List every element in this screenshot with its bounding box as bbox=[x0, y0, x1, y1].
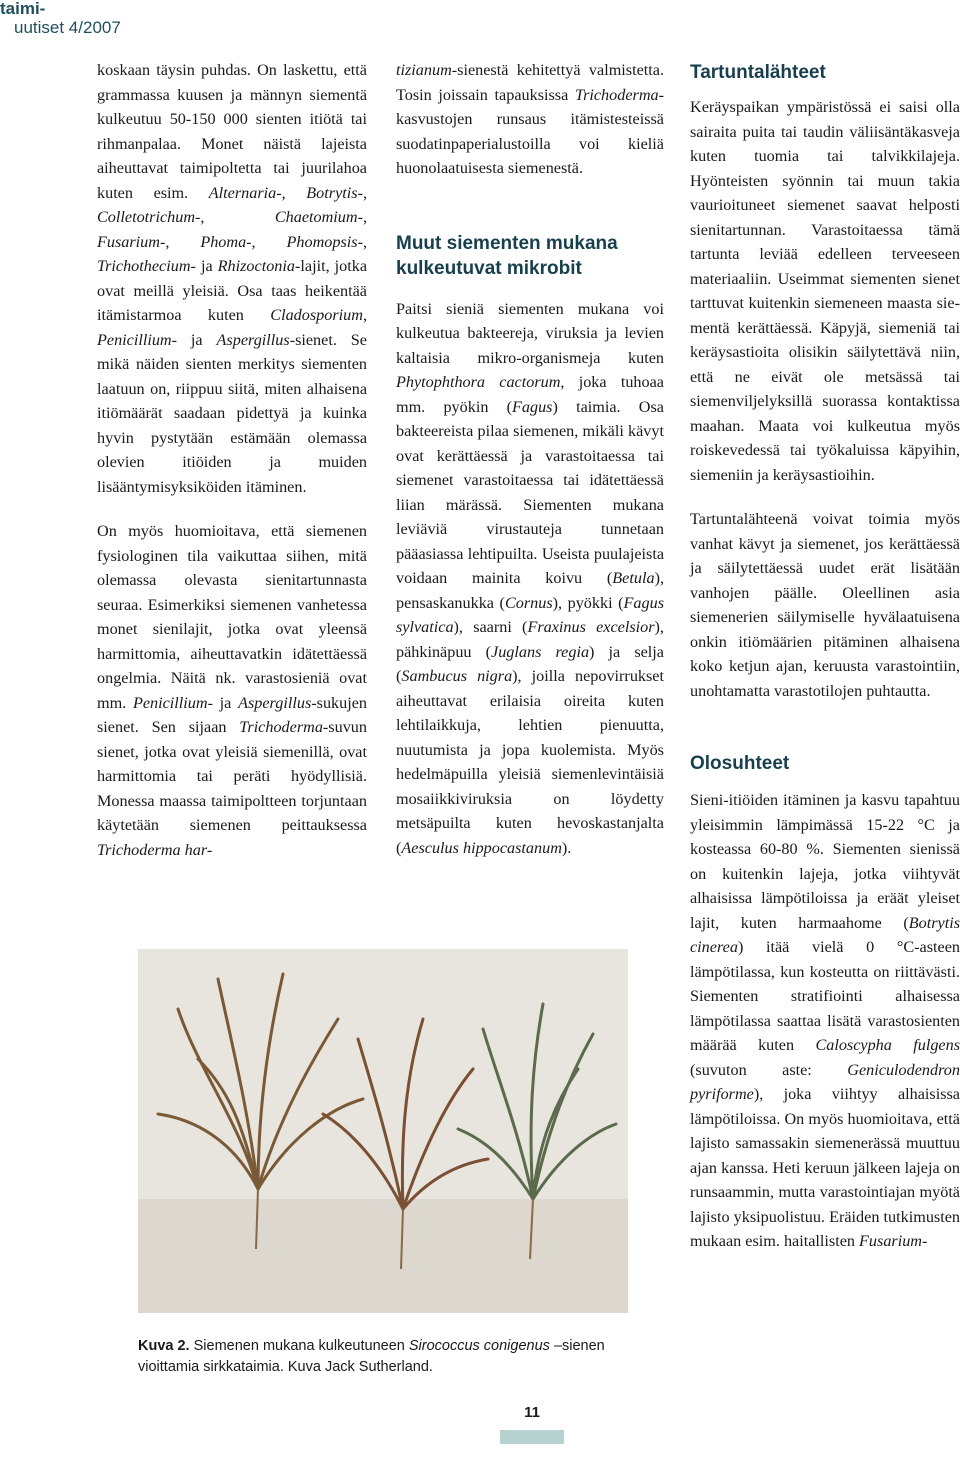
paragraph bbox=[690, 95, 960, 487]
text-run: -, bbox=[357, 183, 367, 202]
text-run: ), saarni ( bbox=[453, 618, 528, 636]
text-run: - ja bbox=[190, 257, 218, 275]
italic-term: Cladosporium bbox=[270, 306, 363, 324]
page-number: 11 bbox=[524, 1404, 540, 1421]
italic-term: Botrytis bbox=[306, 183, 358, 202]
text-run: ), joilla nepovirrukset aiheuttavat erilaisia oireita kuten lehtilaikkuja, lehtien pienuutta, nuutumista ja jopa kuolemista. Myös hedelmäpuilla yleisiä siemenlevintäisiä mosaiikkiviruksia on löydetty metsäpuilta kuten hevoskastanjalta ( bbox=[396, 667, 664, 857]
italic-term: Fagus bbox=[512, 397, 553, 416]
italic-term: Penicillium bbox=[97, 330, 172, 349]
text-run: -, bbox=[357, 208, 367, 226]
italic-term: Trichoderma bbox=[574, 85, 659, 104]
page-number-bar bbox=[500, 1430, 564, 1444]
italic-term: Caloscypha fulgens bbox=[815, 1036, 960, 1054]
text-run: , bbox=[362, 306, 367, 324]
text-run: - ja bbox=[207, 693, 239, 712]
italic-term: Betula bbox=[612, 569, 655, 587]
column-1 bbox=[97, 58, 367, 862]
italic-term: Sambucus nigra bbox=[401, 667, 513, 685]
caption-credit: –sienen vioittamia sirkkataimia. Kuva Jack Sutherland. bbox=[138, 1338, 605, 1375]
caption-label: Kuva 2. bbox=[138, 1338, 190, 1354]
italic-term: Penicillium bbox=[132, 693, 208, 712]
caption-species: Sirococcus conigenus bbox=[408, 1338, 550, 1354]
italic-term: Alternaria bbox=[208, 183, 277, 202]
text-run: , joka tuhoaa mm. pyökin ( bbox=[396, 373, 664, 416]
text-run: ), pensaskanukka ( bbox=[396, 569, 664, 612]
text-run: ), pyökki ( bbox=[552, 593, 624, 612]
italic-term: Geniculodendron pyriforme bbox=[690, 1060, 960, 1103]
text-run: On myös huomioitava, että siemenen fysiologinen tila vaikuttaa siihen, mitä olemassa olevasta sienitartunnasta seuraa. Esimerkiksi siemenen vanhetessa monet sienilajit, jotka ovat yleensä harmittomia, aiheuttavatkin idätettäessä ongelmia. Näitä nk. varastosieniä ovat mm. bbox=[97, 522, 367, 712]
text-run: Tartuntalähteenä voivat toimia myös vanhat kävyt ja siemenet, jos kerättäessä ja säilytettäessä uudet erät lisätään vanhojen päälle. Oleellinen asia siemenerien säilymiselle hyvälaatuisena onkin itiömäärien pitäminen alhaisena koko ketjun ajan, keruusta varastointiin, unohtamatta varastotilojen puhtautta. bbox=[690, 510, 960, 700]
text-run: (suvuton aste: bbox=[690, 1060, 848, 1079]
italic-term: Phomopsis bbox=[286, 232, 358, 251]
paragraph bbox=[690, 788, 960, 1254]
text-run: -, bbox=[276, 183, 307, 202]
caption-text: Siemenen mukana kulkeutuneen bbox=[189, 1338, 409, 1354]
text-run: -sukujen sienet. Sen sijaan bbox=[97, 693, 367, 736]
seedling-illustration bbox=[138, 949, 628, 1313]
italic-term: Juglans regia bbox=[491, 642, 590, 661]
section-heading-conditions: Olosuhteet bbox=[690, 753, 790, 774]
italic-term: Botrytis cinerea bbox=[690, 913, 960, 956]
seedling-photo bbox=[138, 949, 628, 1313]
text-run: ) ja selja ( bbox=[396, 642, 664, 685]
masthead bbox=[0, 0, 121, 36]
paragraph bbox=[396, 58, 664, 181]
italic-term: Aspergillus bbox=[238, 693, 312, 712]
italic-term: Aesculus hippocastanum bbox=[401, 838, 562, 857]
text-run: -, bbox=[357, 232, 368, 251]
italic-term: Aspergillus bbox=[216, 330, 290, 349]
italic-term: Rhizoctonia bbox=[217, 257, 295, 275]
magazine-brand: taimi- bbox=[0, 0, 46, 18]
section-heading-sources: Tartuntalähteet bbox=[690, 62, 826, 83]
text-run: -lajit, jotka ovat meillä yleisiä. Osa taas heikentää itämistarmoa kuten bbox=[97, 257, 367, 324]
text-run: ), pähkinäpuu ( bbox=[396, 618, 664, 661]
italic-term: Trichoderma har- bbox=[97, 840, 213, 859]
text-run: -kasvustojen runsaus itämistesteissä suodatinpaperialustoilla voi kieliä huonolaatuisesta siemenestä. bbox=[396, 85, 664, 177]
text-run: ), joka viihtyy alhaisissa lämpötiloissa. On myös huomioitava, että lajisto samassakin siemenerässä muuttuu ajan kanssa. Heti keruun jälkeen lajeja on runsaammin, mutta varastointiajan myötä lajisto yksipuolistuu. Eräiden tutkimusten mukaan esim. haitallisten bbox=[690, 1085, 960, 1250]
paragraph bbox=[97, 58, 367, 499]
paragraph bbox=[97, 519, 367, 862]
italic-term: Colletotrichum bbox=[97, 208, 196, 226]
text-run: ) itää vielä 0 °C-asteen lämpötilassa, kun kosteutta on riittävästi. Siementen stratifiointi alhaisessa lämpötilassa saattaa lisätä varastosienten määrää kuten bbox=[690, 938, 960, 1054]
text-run: - ja bbox=[171, 330, 217, 349]
italic-term: Fusarium- bbox=[859, 1232, 928, 1250]
paragraph bbox=[690, 507, 960, 703]
figure-caption bbox=[138, 1336, 638, 1378]
text-run: -, bbox=[195, 208, 275, 226]
paragraph bbox=[396, 297, 664, 861]
magazine-issue: uutiset 4/2007 bbox=[14, 18, 121, 37]
text-run: ) taimia. Osa bakteereista pilaa siemenen, mikäli kävyt ovat kerättäessä ja varastoitaessa tai siemenet varastoitaessa tai idätettäessä liian märässä. Siementen mukana leviäviä virustauteja tunnetaan pääasiassa lehtipuilta. Useista puulajeista voidaan mainita koivu ( bbox=[396, 397, 664, 587]
text-run: Paitsi sieniä siementen mukana voi kulkeutua bakteereja, viruksia ja levien kaltaisia mikro-organismeja kuten bbox=[396, 299, 664, 367]
text-run: -sienet. Se mikä näiden sienten merkitys siementen laatuun on, riippuu siitä, miten alhaisena itiömäärät saadaan pidettyä ja kuinka hyvin pystytään estämään olemassa olevien itiöiden ja muiden lisääntymisyksiköiden itäminen. bbox=[97, 330, 367, 496]
text-run: ). bbox=[561, 838, 572, 857]
section-heading-microbes: Muut siementen mukana kulkeutuvat mikrobit bbox=[396, 232, 618, 279]
text-run: koskaan täysin puhdas. On laskettu, että grammassa kuusen ja männyn siementä kulkeutuu 50-150 000 sienten itiötä tai rihmanpalaa. Monet näistä lajeista aiheuttavat taimipoltetta tai juurilahoa kuten esim. bbox=[97, 61, 367, 202]
italic-term: Phytophthora cactorum bbox=[396, 373, 561, 391]
italic-term: Fusarium bbox=[97, 232, 160, 251]
text-run: -, bbox=[159, 232, 201, 251]
text-run: Keräyspaikan ympäristössä ei saisi olla sairaita puita tai taudin väliisäntäkasveja kuten tuomia tai talvikkilajeja. Hyönteisten syönnin tai muun takia vaurioituneet siemenet saavat helposti sienitartunnan. Varastoitaessa tämä tartunta leviää edelleen terveeseen materiaaliin. Useimmat siementen sienet tarttuvat kuitenkin siemeneen maasta siementä kerättäessä. Käpyjä, siemeniä tai keräysastioita olisikin säilytettävä niin, että ne eivät ole metsässä tai siemenviljelyksillä suorassa kontaktissa maahan. Maata voi kulkeutua myös roiskevedessä tai työkaluissa käpyihin, siemeniin ja keräysastioihin. bbox=[690, 98, 960, 484]
italic-term: Chaetomium bbox=[274, 208, 358, 226]
italic-term: Fagus sylvatica bbox=[396, 593, 664, 636]
italic-term: Phoma bbox=[200, 232, 247, 251]
italic-term: tizianum bbox=[396, 61, 452, 79]
text-run: -, bbox=[246, 232, 287, 251]
italic-term: Cornus bbox=[504, 593, 553, 612]
italic-term: Trichoderma bbox=[239, 718, 323, 736]
italic-term: Fraxinus excelsior bbox=[527, 618, 655, 636]
text-run: -sienestä kehitettyä valmistetta. Tosin joissain tapauksissa bbox=[396, 61, 664, 104]
text-run: -suvun sienet, jotka ovat yleisiä siemenillä, ovat harmittomia tai peräti hyödyllisiä. Monessa maassa taimipoltteen torjuntaan käytetään siemenen peittauksessa bbox=[97, 718, 367, 834]
column-3 bbox=[690, 58, 960, 1254]
text-run: Sieni-itiöiden itäminen ja kasvu tapahtuu yleisimmin lämpimässä 15-22 °C ja kosteassa 60-80 %. Siementen sienissä on kuitenkin lajeja, jotka viihtyvät alhaisissa lämpötiloissa ja eräät yleiset lajit, kuten harmaahome ( bbox=[690, 791, 960, 932]
italic-term: Trichothecium bbox=[97, 257, 191, 275]
column-2 bbox=[396, 58, 664, 860]
